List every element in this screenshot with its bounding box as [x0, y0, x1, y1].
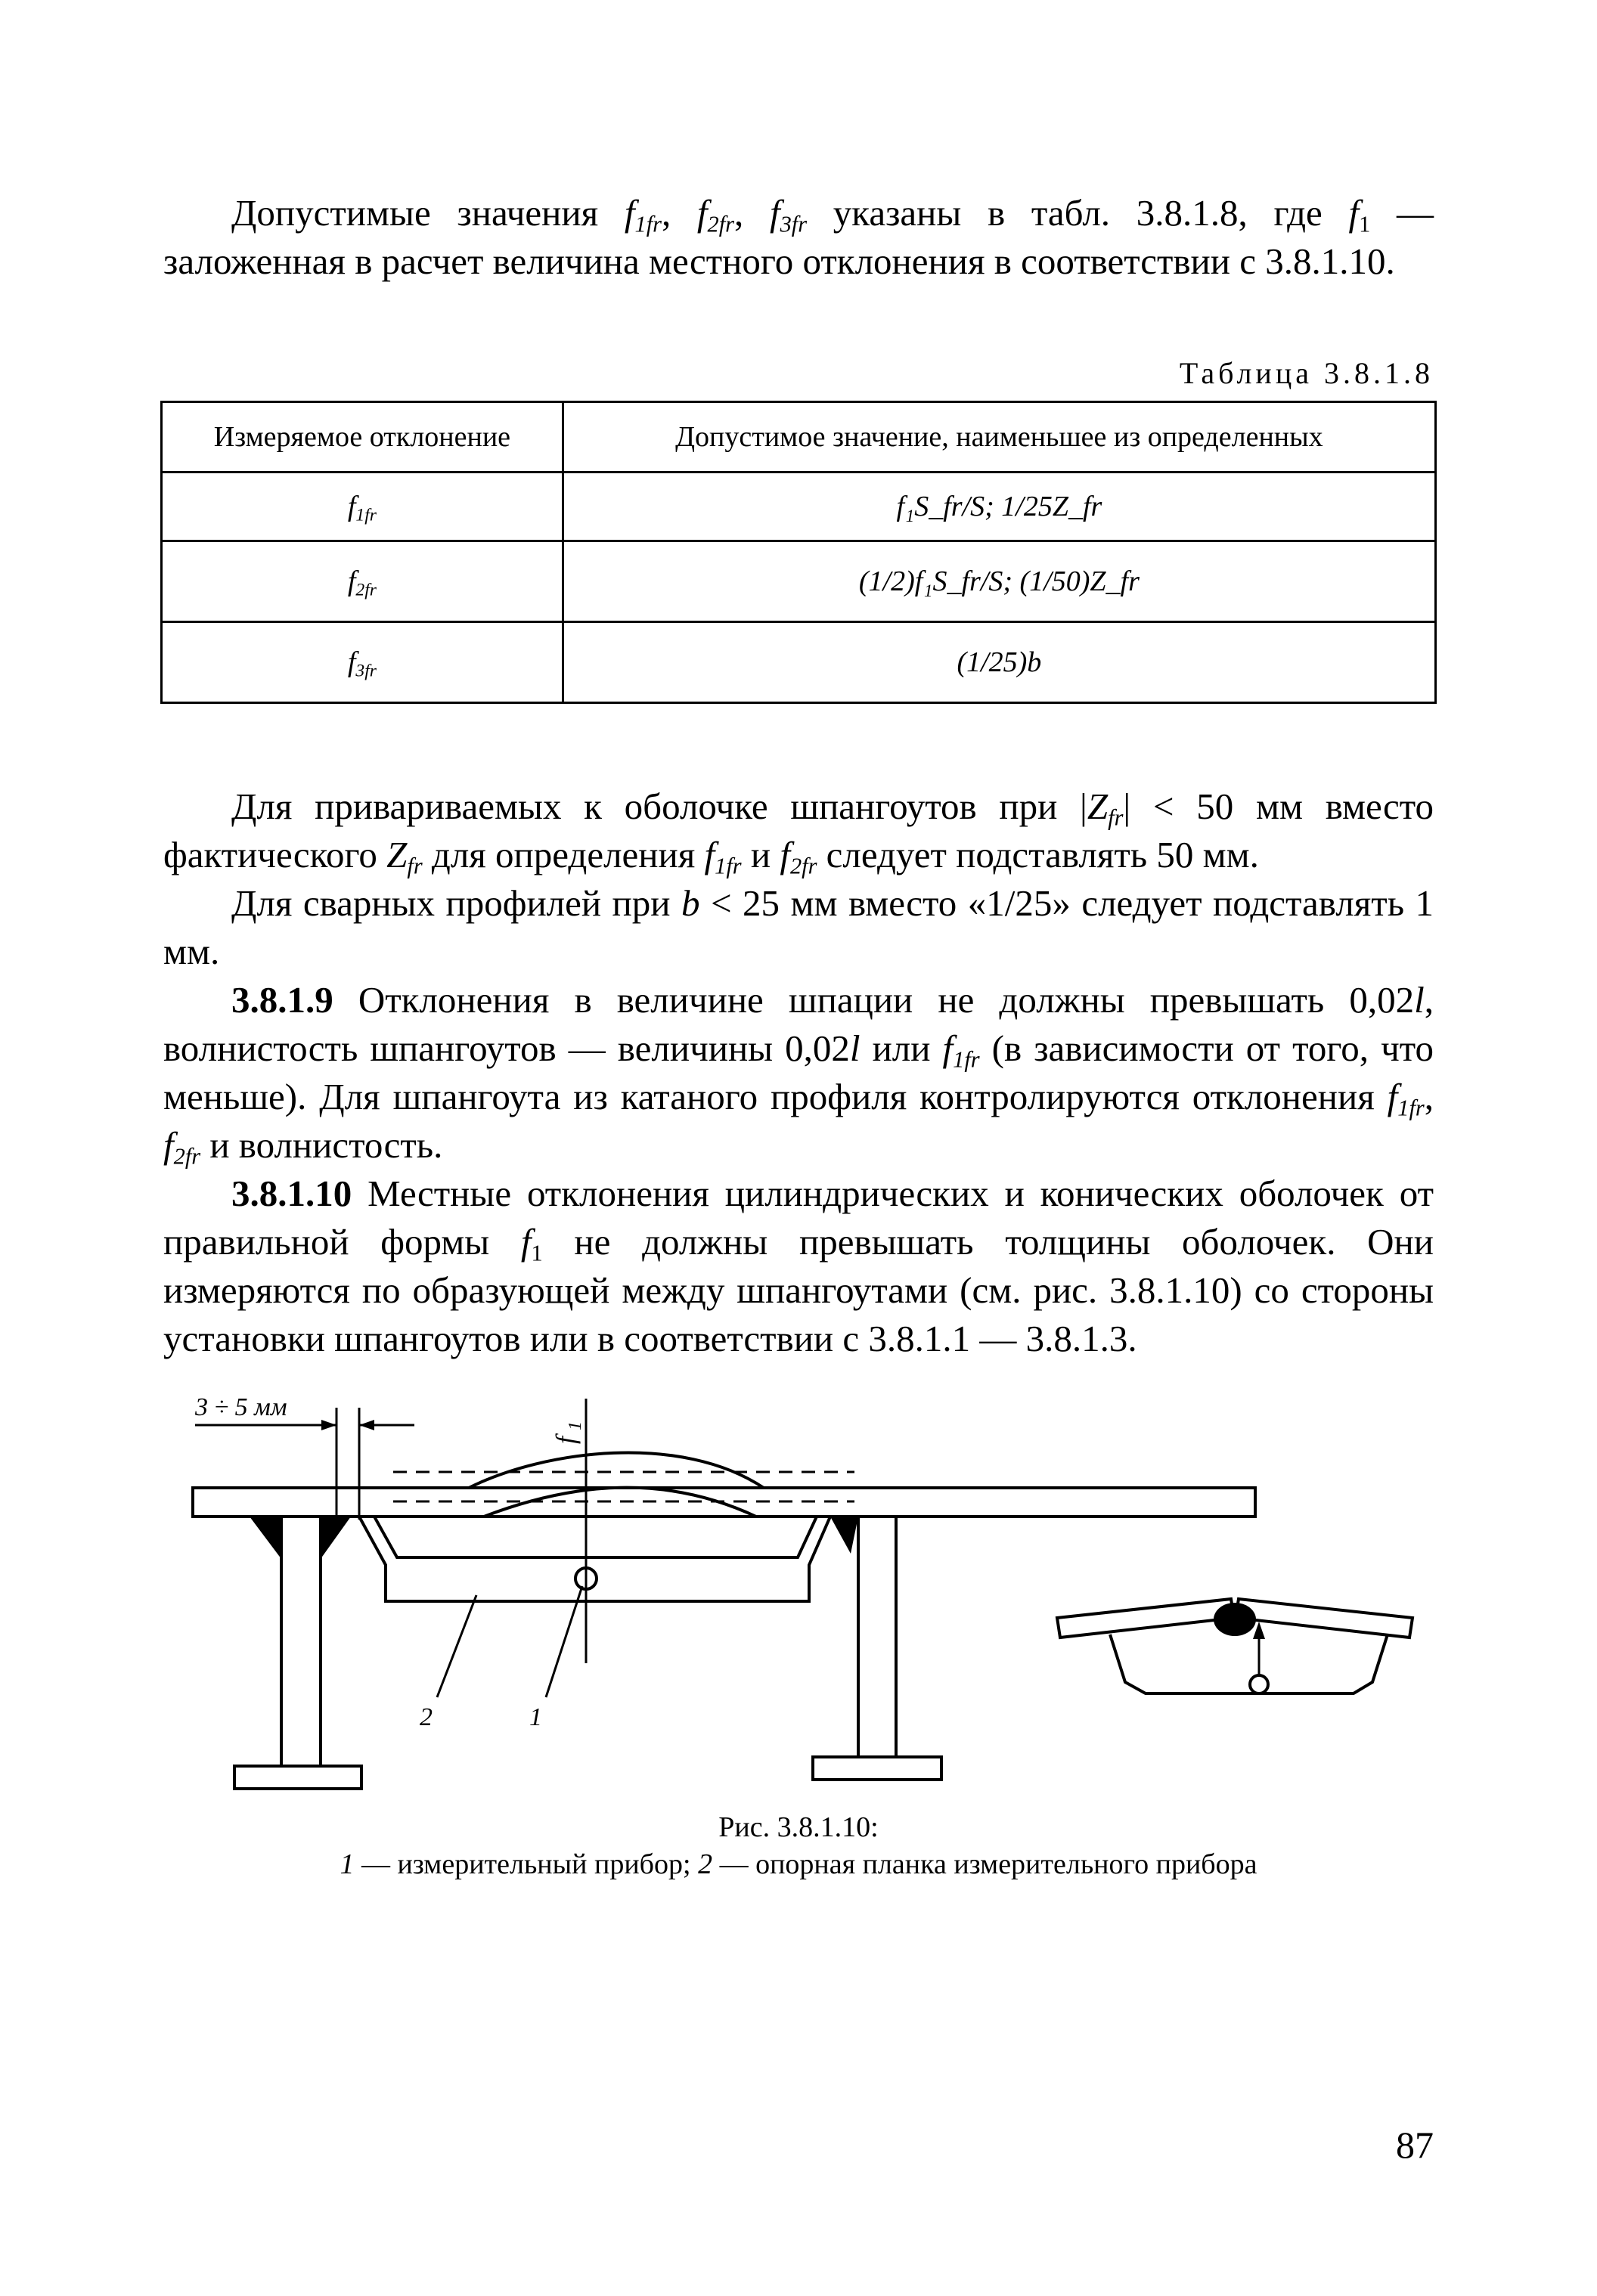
symbol: f	[347, 491, 356, 522]
text-run: не должны превышать толщины оболочек. Они измеряются по образующей между шпангоутами (см. рис. 3.8.1.10) со стороны установки шпангоутов или в соответствии с 3.8.1.1 — 3.8.1.3.	[163, 1221, 1434, 1359]
table-header-cell: Измеряемое отклонение	[162, 402, 563, 473]
symbol: f	[1348, 192, 1360, 234]
table-header-cell: Допустимое значение, наименьшее из определенных	[563, 402, 1435, 473]
text-run: Для сварных профилей при	[231, 882, 681, 924]
symbol: f	[347, 646, 356, 678]
subscript: 3fr	[355, 661, 377, 681]
text-run: и	[741, 834, 780, 875]
text-run: Отклонения в величине шпации не должны превышать 0,02	[333, 979, 1415, 1021]
subscript: 2fr	[173, 1143, 201, 1170]
subscript: 1fr	[355, 505, 377, 525]
page-number: 87	[1396, 2124, 1434, 2166]
right-frame-web	[858, 1517, 896, 1757]
label-2: 2	[420, 1703, 433, 1731]
legend-number: 2	[698, 1848, 713, 1880]
text-run: и волнистость.	[200, 1124, 443, 1166]
support-bar-inner	[374, 1517, 817, 1557]
subscript: 1fr	[715, 853, 742, 879]
left-frame-flange	[234, 1766, 361, 1789]
subscript: 1fr	[634, 211, 662, 237]
symbol: l	[1414, 979, 1425, 1021]
arrow-head	[321, 1420, 336, 1430]
legend-number: 1	[340, 1848, 355, 1880]
symbol: f	[347, 565, 356, 597]
small-instrument	[1250, 1675, 1268, 1693]
f1-label-sub: 1	[566, 1421, 585, 1430]
subscript: 1fr	[1397, 1095, 1425, 1121]
text-run: Местные отклонения цилиндрических и конических оболочек от правильной формы	[163, 1173, 1434, 1263]
symbol: f	[942, 1027, 954, 1069]
subscript: 2fr	[707, 211, 734, 237]
weld-right	[321, 1517, 351, 1559]
f1-label: f	[550, 1436, 581, 1444]
dimension-label: 3 ÷ 5 мм	[195, 1393, 287, 1421]
text-run: | < 50 мм вместо фактического	[163, 785, 1434, 875]
leader-2	[437, 1595, 476, 1697]
bulge-outer	[469, 1452, 764, 1488]
formula: (1/2)f₁S_fr/S; (1/50)Z_fr	[858, 565, 1140, 597]
symbol: f	[1387, 1076, 1398, 1117]
text-run: ,	[661, 192, 697, 234]
subscript: 1	[531, 1240, 543, 1266]
subscript: 2fr	[355, 580, 377, 600]
weld-left	[250, 1517, 281, 1559]
text-run: ,	[1424, 1076, 1434, 1117]
leader-1	[546, 1586, 582, 1697]
arrow-head	[359, 1420, 374, 1430]
text-run: следует подставлять 50 мм.	[817, 834, 1259, 875]
symbol: Z	[386, 834, 408, 875]
subscript: 2fr	[789, 853, 817, 879]
support-tip	[830, 1517, 858, 1554]
subscript: fr	[1108, 804, 1124, 831]
right-frame-flange	[813, 1757, 941, 1780]
legend-text: — измерительный прибор;	[354, 1848, 699, 1880]
label-1: 1	[529, 1703, 542, 1731]
table-caption: Таблица 3.8.1.8	[1179, 356, 1434, 390]
legend-text: — опорная планка измерительного прибора	[712, 1848, 1257, 1880]
text-run: для определения	[422, 834, 705, 875]
left-frame-web	[281, 1517, 321, 1766]
symbol: b	[681, 882, 700, 924]
symbol: Z	[1087, 785, 1109, 827]
small-plate-left	[1057, 1599, 1234, 1638]
weld-bead	[1214, 1603, 1256, 1636]
formula: (1/25)b	[957, 646, 1042, 678]
subscript: 3fr	[780, 211, 808, 237]
text-run: или	[860, 1027, 943, 1069]
text-run: < 25 мм вместо «1/25» следует подставлять 1 мм.	[163, 882, 1434, 972]
symbol: f	[769, 192, 780, 234]
formula: f₁S_fr/S; 1/25Z_fr	[896, 491, 1102, 522]
subscript: fr	[407, 853, 423, 879]
symbol: f	[163, 1124, 174, 1166]
symbol: f	[520, 1221, 532, 1263]
text-run: указаны в табл. 3.8.1.8, где	[807, 192, 1349, 234]
section-number: 3.8.1.9	[231, 979, 333, 1021]
subscript: 1fr	[953, 1046, 980, 1073]
figure-caption-legend	[0, 1848, 1597, 1881]
text-run: (в зависимости от того, что меньше). Для шпангоута из катаного профиля контролируются отклонения	[163, 1027, 1434, 1117]
section-number: 3.8.1.10	[231, 1173, 352, 1214]
text-run: Для привариваемых к оболочке шпангоутов при |	[231, 785, 1087, 827]
text-run: , волнистость шпангоутов — величины 0,02	[163, 979, 1434, 1069]
figure-caption-title: Рис. 3.8.1.10:	[718, 1811, 879, 1843]
symbol: f	[704, 834, 715, 875]
symbol: f	[696, 192, 708, 234]
text-run: — заложенная в расчет величина местного отклонения в соответствии с 3.8.1.10.	[163, 192, 1434, 282]
symbol: f	[780, 834, 790, 875]
symbol: f	[624, 192, 635, 234]
subscript: 1	[1359, 211, 1371, 237]
text-run: Допустимые значения	[231, 192, 625, 234]
symbol: l	[849, 1027, 861, 1069]
text-run: ,	[734, 192, 770, 234]
